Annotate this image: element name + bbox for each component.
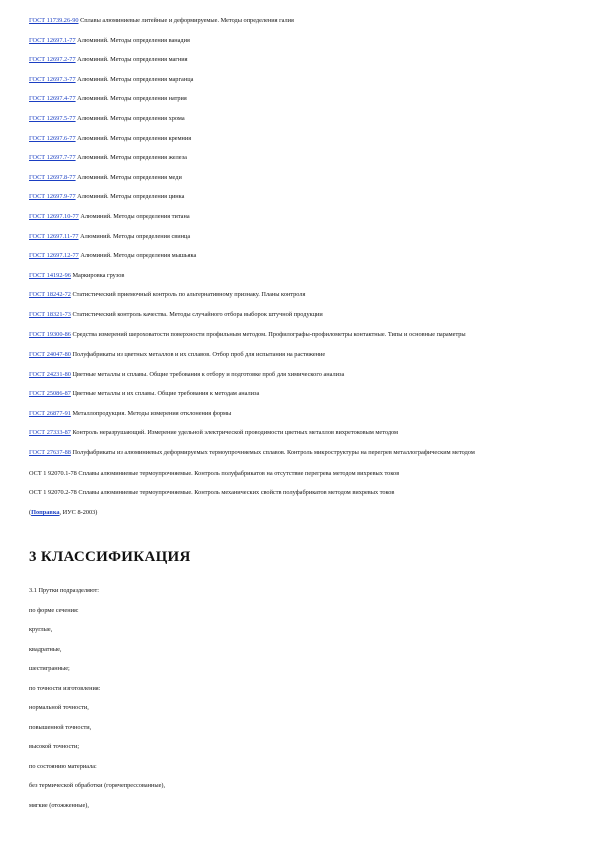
- reference-title: Контроль неразрушающий. Измерение удельной электрической проводимости цветных металлов вихретоковым методом: [70, 429, 399, 437]
- reference-item: [29, 251, 574, 260]
- reference-title: Металлопродукция. Методы измерения отклонения формы: [70, 409, 232, 417]
- reference-item: [29, 290, 574, 299]
- reference-link[interactable]: ГОСТ 12697.2-77: [29, 56, 76, 64]
- classification-line: по форме сечения:: [29, 606, 79, 614]
- reference-link[interactable]: ГОСТ 11739.26-90: [29, 17, 79, 24]
- ost-reference: ОСТ 1 92070.2-78 Сплавы алюминиевые термоупрочняемые. Контроль механических свойств полуфабрикатов методом вихревых токов: [29, 489, 395, 497]
- reference-item: [29, 134, 574, 143]
- amendment-link[interactable]: Поправка: [31, 508, 60, 516]
- reference-title: Алюминий. Методы определения мышьяка: [78, 252, 197, 260]
- reference-link[interactable]: ГОСТ 25086-87: [29, 390, 71, 398]
- classification-line: по точности изготовления:: [29, 684, 101, 692]
- reference-title: Цветные металлы и сплавы. Общие требования к отбору и подготовке проб для химического анализа: [70, 370, 345, 378]
- reference-item: [29, 232, 574, 241]
- reference-link[interactable]: ГОСТ 12697.9-77: [29, 193, 76, 201]
- classification-line: высокой точности;: [29, 743, 80, 750]
- reference-link[interactable]: ГОСТ 12697.5-77: [29, 114, 76, 122]
- amendment-rest: , ИУС 8-2003): [59, 508, 98, 516]
- normative-references: [29, 16, 574, 517]
- reference-item: [29, 75, 574, 84]
- reference-item: [29, 409, 574, 418]
- reference-item: [29, 448, 574, 457]
- reference-item: [29, 350, 574, 359]
- reference-link[interactable]: ГОСТ 12697.7-77: [29, 154, 76, 162]
- reference-item: [29, 310, 574, 319]
- reference-title: Средства измерений шероховатости поверхности профильным методом. Профилографы-профилометры контактные. Типы и основные параметры: [70, 330, 466, 338]
- reference-item: [29, 94, 574, 103]
- classification-line: 3.1 Прутки подразделяют:: [29, 587, 99, 594]
- reference-title: Статистический приемочный контроль по альтернативному признаку. Планы контроля: [70, 291, 306, 299]
- reference-link[interactable]: ГОСТ 18321-73: [29, 310, 71, 318]
- reference-item: [29, 114, 574, 123]
- reference-title: Полуфабрикаты из алюминиевых деформируемых термоупрочняемых сплавов. Контроль микроструктуры на перегрев металлографическим методом: [70, 449, 475, 457]
- reference-link[interactable]: ГОСТ 18242-72: [29, 291, 71, 299]
- reference-item: [29, 16, 574, 25]
- reference-title: Алюминий. Методы определения натрия: [75, 95, 187, 103]
- reference-item: [29, 389, 574, 398]
- reference-link[interactable]: ГОСТ 12697.12-77: [29, 252, 79, 260]
- reference-title: Алюминий. Методы определения магния: [75, 56, 188, 64]
- reference-link[interactable]: ГОСТ 27333-87: [29, 429, 71, 437]
- reference-link[interactable]: ГОСТ 12697.4-77: [29, 95, 76, 103]
- reference-title: Алюминий. Методы определения меди: [75, 173, 182, 181]
- reference-link[interactable]: ГОСТ 12697.1-77: [29, 36, 76, 44]
- classification-line: квадратные,: [29, 645, 62, 653]
- amendment-open: (: [29, 508, 32, 516]
- reference-link[interactable]: ГОСТ 24231-80: [29, 370, 71, 378]
- reference-link[interactable]: ГОСТ 12697.10-77: [29, 212, 79, 220]
- reference-title: Алюминий. Методы определения цинка: [75, 193, 185, 201]
- reference-title: Алюминий. Методы определения марганца: [75, 75, 194, 83]
- reference-item: [29, 428, 574, 437]
- classification-line: без термической обработки (горячепрессованные),: [29, 782, 166, 789]
- reference-title: Алюминий. Методы определения хрома: [75, 114, 185, 122]
- classification-line: мягкие (отожженные),: [29, 801, 89, 809]
- section-heading: 3 КЛАССИФИКАЦИЯ: [29, 549, 191, 565]
- ost-reference: ОСТ 1 92070.1-78 Сплавы алюминиевые термоупрочняемые. Контроль полуфабрикатов на отсутствие перегрева методом вихревых токов: [29, 469, 400, 477]
- reference-title: Алюминий. Методы определения кремния: [75, 134, 192, 142]
- classification-line: круглые,: [29, 626, 53, 633]
- classification-line: шестигранные;: [29, 665, 70, 672]
- reference-link[interactable]: ГОСТ 26877-91: [29, 409, 71, 417]
- reference-title: Статистический контроль качества. Методы случайного отбора выборок штучной продукции: [70, 310, 323, 318]
- reference-item: [29, 271, 574, 280]
- reference-title: Алюминий. Методы определения свинца: [78, 232, 191, 240]
- reference-title: Алюминий. Методы определения титана: [78, 212, 190, 220]
- reference-item: [29, 370, 574, 379]
- reference-title: Цветные металлы и их сплавы. Общие требования к методам анализа: [70, 390, 260, 398]
- reference-item: [29, 55, 574, 64]
- reference-link[interactable]: ГОСТ 12697.6-77: [29, 134, 76, 142]
- reference-link[interactable]: ГОСТ 24047-80: [29, 351, 71, 359]
- reference-link[interactable]: ГОСТ 27637-88: [29, 449, 71, 457]
- reference-link[interactable]: ГОСТ 19300-86: [29, 330, 71, 338]
- reference-title: Алюминий. Методы определения ванадия: [75, 36, 190, 44]
- reference-item: [29, 212, 574, 221]
- reference-title: Сплавы алюминиевые литейные и деформируемые. Методы определения галия: [78, 17, 294, 24]
- reference-item: [29, 36, 574, 45]
- reference-title: Маркировка грузов: [70, 271, 125, 279]
- classification-line: по состоянию материала:: [29, 762, 97, 770]
- reference-title: Полуфабрикаты из цветных металлов и их сплавов. Отбор проб для испытания на растяжение: [70, 351, 326, 359]
- classification-line: повышенной точности,: [29, 723, 92, 731]
- reference-link[interactable]: ГОСТ 12697.11-77: [29, 232, 79, 240]
- reference-title: Алюминий. Методы определения железа: [75, 154, 187, 162]
- classification-list: [29, 586, 574, 820]
- classification-line: нормальной точности,: [29, 704, 89, 711]
- reference-link[interactable]: ГОСТ 14192-96: [29, 271, 71, 279]
- reference-item: [29, 153, 574, 162]
- reference-item: [29, 330, 574, 339]
- reference-link[interactable]: ГОСТ 12697.3-77: [29, 75, 76, 83]
- amendment-note: [29, 508, 574, 517]
- reference-item: [29, 192, 574, 201]
- reference-item: [29, 173, 574, 182]
- reference-link[interactable]: ГОСТ 12697.8-77: [29, 173, 76, 181]
